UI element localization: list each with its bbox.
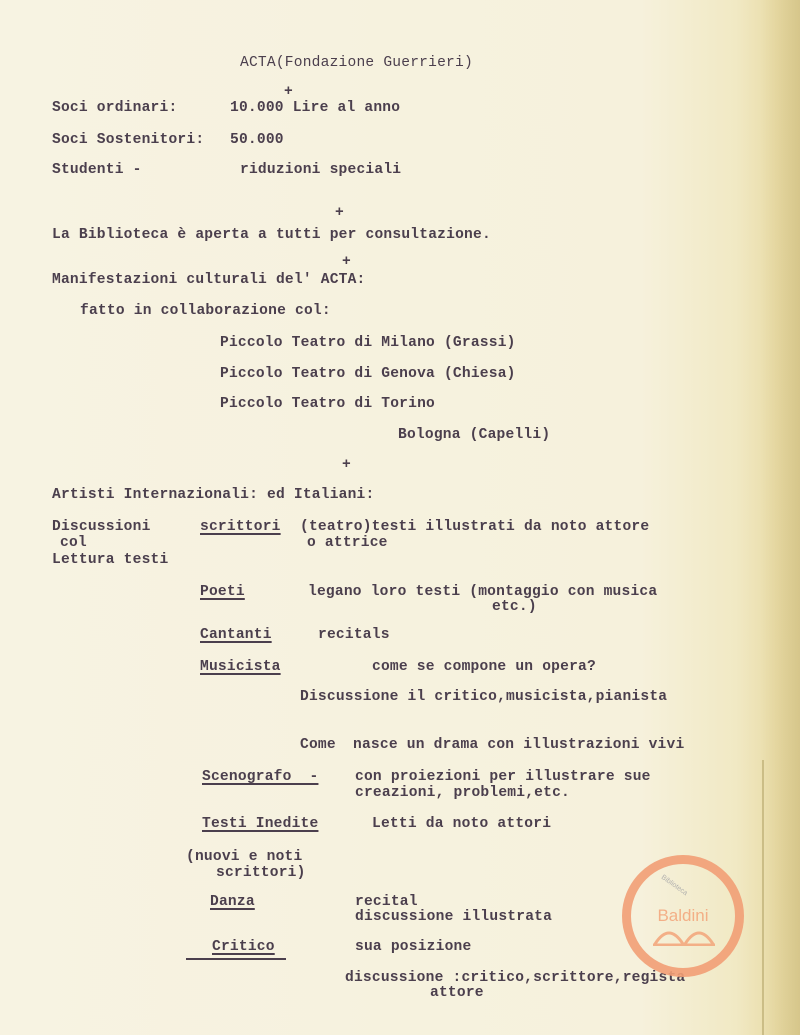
category-text: nasce un drama con illustrazioni vivi xyxy=(353,737,685,753)
manifestations-heading: Manifestazioni culturali del' ACTA: xyxy=(52,272,366,288)
partner: Bologna (Capelli) xyxy=(398,427,551,443)
library-watermark-logo xyxy=(622,855,744,977)
membership-label: Soci Sostenitori: xyxy=(52,132,205,148)
category-text: Discussione il critico,musicista,pianista xyxy=(300,689,668,705)
category-text: (teatro)testi illustrati da noto attore xyxy=(300,519,650,535)
manifestations-intro: fatto in collaborazione col: xyxy=(80,303,331,319)
category-text: legano loro testi (montaggio con musica xyxy=(308,584,658,600)
category-label: Come xyxy=(300,737,336,753)
category-text: recitals xyxy=(318,627,390,643)
category-text: con proiezioni per illustrare sue xyxy=(355,769,651,785)
membership-label: Studenti - xyxy=(52,162,142,178)
membership-value: riduzioni speciali xyxy=(240,162,402,178)
partner: Piccolo Teatro di Milano (Grassi) xyxy=(220,335,516,351)
category-text: recital xyxy=(355,894,418,910)
left-note: col xyxy=(60,535,87,551)
category-text: o attrice xyxy=(307,535,388,551)
document-title: ACTA(Fondazione Guerrieri) xyxy=(240,55,473,71)
category-label: Cantanti xyxy=(200,627,272,643)
category-text: attore xyxy=(430,985,484,1001)
membership-value: 10.000 Lire al anno xyxy=(230,100,401,116)
watermark-subtext: Biblioteca xyxy=(659,873,689,898)
category-text: creazioni, problemi,etc. xyxy=(355,785,570,801)
separator: + xyxy=(284,84,293,100)
category-label: Musicista xyxy=(200,659,281,675)
underline xyxy=(186,958,286,960)
category-label: Critico xyxy=(212,939,275,955)
category-text: sua posizione xyxy=(355,939,472,955)
category-text: discussione illustrata xyxy=(355,909,553,925)
separator: + xyxy=(342,254,351,270)
category-note: scrittori) xyxy=(216,865,306,881)
category-label: Poeti xyxy=(200,584,245,600)
category-text: etc.) xyxy=(492,599,537,615)
paper-edge-shading xyxy=(760,0,800,1035)
left-note: Lettura testi xyxy=(52,552,169,568)
membership-value: 50.000 xyxy=(230,132,284,148)
partner: Piccolo Teatro di Genova (Chiesa) xyxy=(220,366,516,382)
category-note: (nuovi e noti xyxy=(186,849,303,865)
category-text: come se compone un opera? xyxy=(372,659,596,675)
artists-heading: Artisti Internazionali: ed Italiani: xyxy=(52,487,375,503)
left-note: Discussioni xyxy=(52,519,151,535)
watermark-text: Baldini xyxy=(657,906,709,925)
category-label: Scenografo - xyxy=(202,769,319,785)
book-arches-icon xyxy=(653,924,715,946)
category-text: Letti da noto attori xyxy=(372,816,552,832)
membership-label: Soci ordinari: xyxy=(52,100,178,116)
partner: Piccolo Teatro di Torino xyxy=(220,396,435,412)
separator: + xyxy=(342,457,351,473)
library-note: La Biblioteca è aperta a tutti per consultazione. xyxy=(52,227,491,243)
category-label: scrittori xyxy=(200,519,281,535)
paper-fold xyxy=(762,760,764,1035)
category-label: Testi Inedite xyxy=(202,816,319,832)
separator: + xyxy=(335,205,344,221)
category-text: discussione :critico,scrittore,regista xyxy=(345,970,686,986)
category-label: Danza xyxy=(210,894,255,910)
